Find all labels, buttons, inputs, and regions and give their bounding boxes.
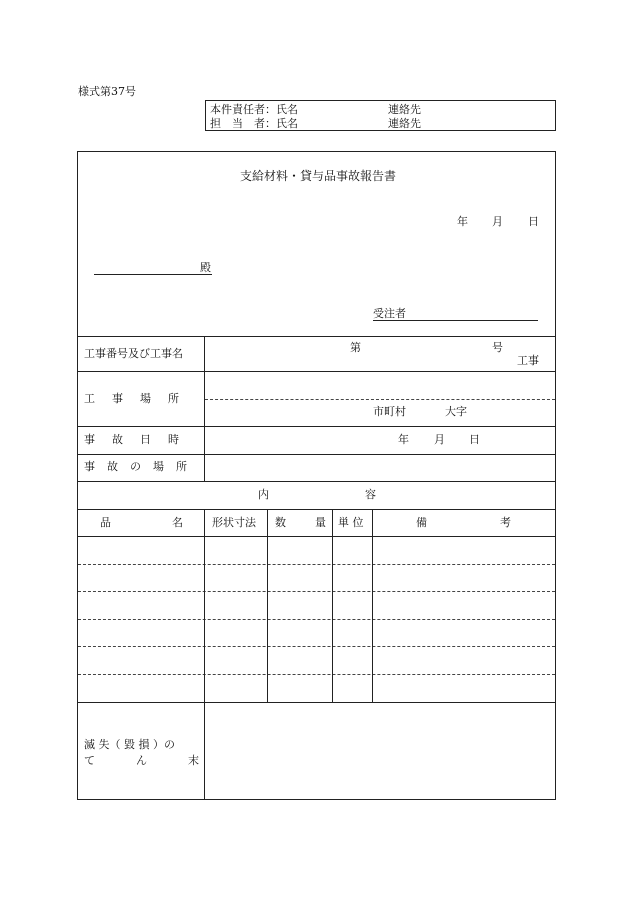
contractor-label: 受注者 [373, 307, 406, 320]
label-column-divider [204, 509, 205, 800]
report-title: 支給材料・貸与品事故報告書 [240, 169, 397, 183]
accident-year-label: 年 [398, 433, 409, 446]
location-dashed-divider [205, 399, 555, 400]
detail-row-divider [78, 674, 555, 675]
form-number: 様式第37号 [78, 85, 136, 98]
column-shape-size: 形状寸法 [212, 516, 256, 529]
date-year-label: 年 [457, 215, 468, 228]
column-quantity-right: 量 [315, 516, 326, 529]
row-divider [77, 454, 556, 455]
location-label: 工 事 場 所 [84, 392, 182, 405]
quantity-column-divider [332, 509, 333, 702]
unit-column-divider [372, 509, 373, 702]
column-unit: 単 位 [338, 516, 364, 529]
work-name-suffix: 工事 [517, 354, 539, 367]
work-label: 工事番号及び工事名 [84, 347, 183, 360]
work-number-suffix: 号 [492, 341, 503, 354]
addressee-suffix: 殿 [200, 261, 211, 274]
row-divider [77, 509, 556, 510]
city-label: 市町村 [373, 405, 406, 418]
accident-day-label: 日 [469, 433, 480, 446]
date-month-label: 月 [492, 215, 503, 228]
date-day-label: 日 [528, 215, 539, 228]
column-remarks-left: 備 [416, 516, 427, 529]
district-label: 大字 [445, 405, 467, 418]
detail-row-divider [78, 646, 555, 647]
row-divider [77, 336, 556, 337]
column-quantity-left: 数 [275, 516, 286, 529]
loss-damage-label-line2-start: て [84, 754, 95, 767]
accident-place-label: 事 故 の 場 所 [84, 460, 188, 473]
shape-column-divider [267, 509, 268, 702]
details-heading-left: 内 [258, 488, 269, 501]
column-item-name-left: 品 [100, 516, 111, 529]
label-column-divider [204, 336, 205, 481]
accident-month-label: 月 [434, 433, 445, 446]
person-in-charge-contact-label: 連絡先 [388, 117, 421, 130]
person-in-charge-label: 担 当 者：氏名 [210, 117, 298, 130]
details-heading-right: 容 [365, 488, 376, 501]
responsible-contact-label: 連絡先 [388, 103, 421, 116]
row-divider [77, 426, 556, 427]
contractor-underline [373, 320, 538, 321]
row-divider [77, 536, 556, 537]
column-item-name-right: 名 [172, 516, 183, 529]
responsibility-box [205, 100, 556, 131]
loss-damage-label-line2-middle: ん [136, 754, 147, 767]
detail-row-divider [78, 564, 555, 565]
accident-datetime-label: 事 故 日 時 [84, 433, 182, 446]
column-remarks-right: 考 [500, 516, 511, 529]
addressee-underline [94, 274, 212, 275]
loss-damage-label-line2-end: 末 [188, 754, 199, 767]
loss-damage-label-line1: 滅 失（ 毀 損 ）の [84, 738, 175, 751]
row-divider [77, 702, 556, 703]
responsible-person-label: 本件責任者：氏名 [210, 103, 298, 116]
row-divider [77, 481, 556, 482]
row-divider [77, 371, 556, 372]
detail-row-divider [78, 591, 555, 592]
work-number-prefix: 第 [350, 341, 361, 354]
detail-row-divider [78, 619, 555, 620]
